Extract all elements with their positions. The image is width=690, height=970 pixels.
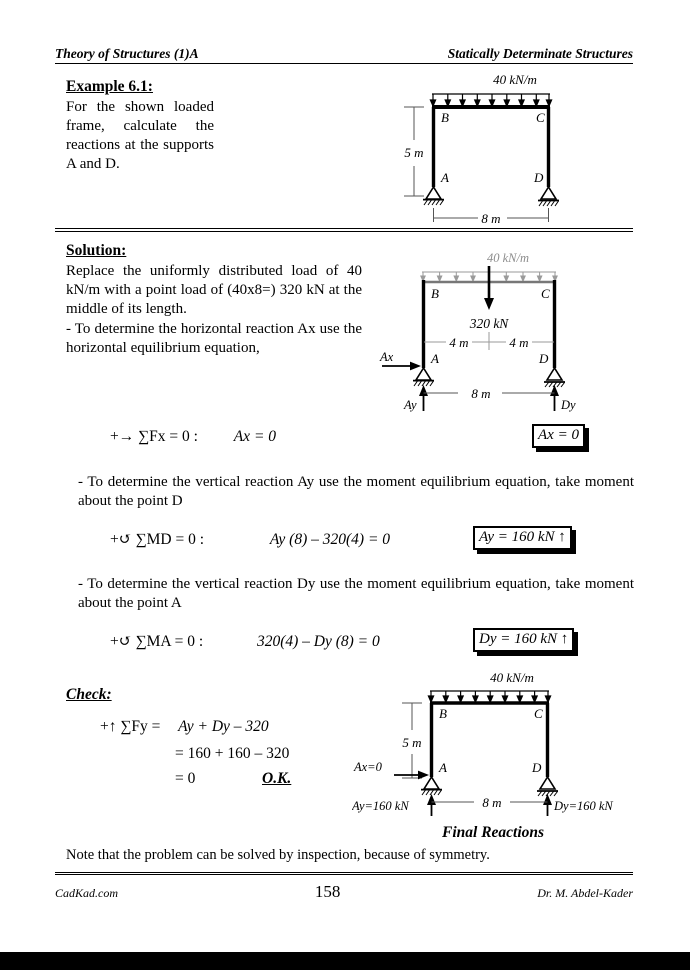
- figure3-caption: Final Reactions: [442, 824, 545, 841]
- figure2-span-label: 8 m: [471, 386, 491, 401]
- figure2-node-a: A: [431, 351, 439, 366]
- figure1-node-a: A: [441, 170, 449, 185]
- footer-divider: [55, 872, 633, 875]
- figure2-reaction-dy: Dy: [561, 398, 576, 412]
- example-text-block: [66, 78, 214, 174]
- example-body: For the shown loaded frame, calculate the reactions at the supports A and D.: [66, 99, 214, 172]
- figure1-height-label: 5 m: [404, 145, 424, 160]
- solution-title: Solution:: [66, 242, 127, 259]
- equation-sum-fx: [110, 428, 276, 446]
- figure1-node-b: B: [441, 110, 449, 125]
- footer-right: Dr. M. Abdel-Kader: [537, 886, 633, 900]
- figure-frame-loaded: [390, 70, 640, 228]
- check-block: [66, 686, 112, 704]
- figure1-span-label: 8 m: [481, 211, 501, 226]
- check-ok-label: O.K.: [262, 770, 292, 787]
- section-divider: [55, 228, 633, 232]
- check-line-3: = 0: [175, 770, 196, 787]
- figure3-reaction-dy: Dy=160 kN: [554, 799, 613, 813]
- figure3-node-c: C: [534, 706, 543, 721]
- figure2-load-label: 40 kN/m: [486, 251, 530, 265]
- figure2-reaction-ax: Ax: [380, 350, 394, 364]
- example-title: Example 6.1:: [66, 78, 153, 95]
- running-head-left: Theory of Structures (1)A: [55, 46, 199, 61]
- figure2-node-d: D: [539, 351, 549, 366]
- figure2-reaction-ay: Ay: [404, 398, 417, 412]
- equation-sum-ma: [110, 632, 380, 651]
- footer-page-number: 158: [314, 882, 341, 901]
- solution-bullet-1: - To determine the horizontal reaction Ax use the horizontal equilibrium equation,: [66, 321, 362, 356]
- check-line-2: = 160 + 160 – 320: [175, 745, 290, 762]
- solution-bullet-3: - To determine the vertical reaction Dy use the moment equilibrium equation, take moment about the point A: [78, 576, 634, 611]
- figure1-node-d: D: [534, 170, 544, 185]
- equation-sum-md: [110, 530, 390, 549]
- figure2-half-left: 4 m: [449, 335, 469, 350]
- figure2-node-c: C: [541, 286, 550, 301]
- equation-sum-md-right: Ay (8) – 320(4) = 0: [269, 531, 391, 548]
- closing-note: Note that the problem can be solved by inspection, because of symmetry.: [66, 847, 490, 863]
- check-line-1-left: +↑ ∑Fy =: [100, 718, 161, 735]
- figure2-point-load: 320 kN: [469, 316, 509, 331]
- equation-sum-fx-left: +→ ∑Fx = 0 :: [110, 428, 198, 445]
- answer-box-dy: Dy = 160 kN ↑: [473, 628, 574, 652]
- running-head-right: Statically Determinate Structures: [447, 46, 633, 61]
- check-line-1: [100, 718, 269, 736]
- figure3-load-label: 40 kN/m: [490, 670, 534, 685]
- figure3-reaction-ay: Ay=160 kN: [352, 799, 409, 813]
- equation-sum-ma-left: +↺ ∑MA = 0 :: [110, 633, 204, 650]
- figure1-load-label: 40 kN/m: [493, 72, 537, 87]
- figure3-node-b: B: [439, 706, 447, 721]
- solution-text-block: [66, 242, 362, 358]
- figure3-node-d: D: [532, 760, 542, 775]
- footer-left: CadKad.com: [55, 886, 118, 900]
- figure2-node-b: B: [431, 286, 439, 301]
- figure3-span-label: 8 m: [482, 795, 502, 810]
- answer-box-ay: Ay = 160 kN ↑: [473, 526, 572, 550]
- equation-sum-fx-right: Ax = 0: [233, 428, 277, 445]
- figure2-half-right: 4 m: [509, 335, 529, 350]
- equation-sum-md-left: +↺ ∑MD = 0 :: [110, 531, 205, 548]
- equation-sum-ma-right: 320(4) – Dy (8) = 0: [256, 633, 380, 650]
- figure-frame-equivalent: [378, 246, 640, 412]
- figure3-height-label: 5 m: [402, 735, 422, 750]
- check-line-1-right: Ay + Dy – 320: [178, 718, 269, 735]
- figure1-node-c: C: [536, 110, 545, 125]
- figure3-node-a: A: [439, 760, 447, 775]
- solution-bullet-2: - To determine the vertical reaction Ay use the moment equilibrium equation, take moment about the point D: [78, 474, 634, 509]
- running-head: [55, 46, 633, 64]
- answer-box-ax: Ax = 0: [532, 424, 585, 448]
- solution-paragraph-1: Replace the uniformly distributed load of 40 kN/m with a point load of (40x8=) 320 kN at the middle of its length.: [66, 263, 362, 317]
- viewer-bottom-bar: [0, 952, 690, 970]
- figure-final-reactions: [352, 668, 640, 816]
- check-title: Check:: [66, 686, 112, 703]
- page-footer: [55, 882, 633, 902]
- figure3-reaction-ax: Ax=0: [354, 760, 382, 774]
